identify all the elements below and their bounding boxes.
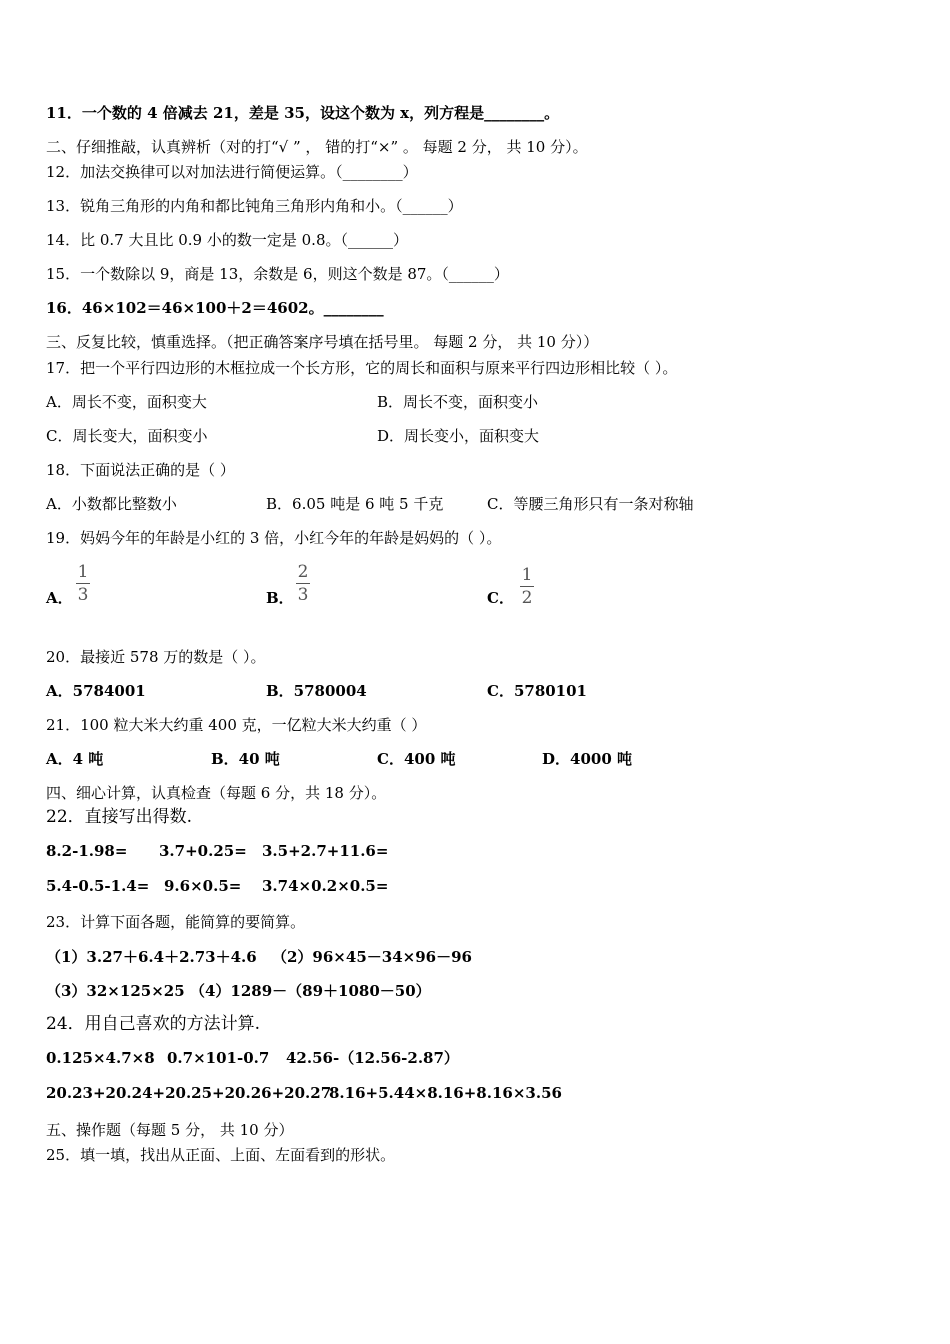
question-17-option-c: C．周长变大，面积变小	[46, 427, 208, 445]
fraction-denominator: 2	[521, 588, 533, 608]
question-14: 14．比 0.7 大且比 0.9 小的数一定是 0.8。（______）	[46, 231, 408, 249]
question-24-stem: 24．用自己喜欢的方法计算.	[46, 1014, 261, 1034]
question-21-option-d: D．4000 吨	[542, 750, 632, 768]
question-19-stem: 19．妈妈今年的年龄是小红的 3 倍，小红今年的年龄是妈妈的（ ）。	[46, 529, 502, 547]
fraction-denominator: 3	[297, 585, 309, 605]
question-19-option-a-label: A．	[46, 589, 73, 607]
question-19-option-c-fraction	[520, 566, 534, 607]
question-23-part-2: （2）96×45－34×96－96	[272, 948, 472, 966]
question-20-option-b: B．5780004	[266, 682, 367, 700]
question-22-item: 3.5+2.7+11.6=	[262, 842, 389, 860]
question-22-stem: 22．直接写出得数.	[46, 807, 193, 827]
question-23-part-1: （1）3.27＋6.4＋2.73＋4.6	[46, 948, 257, 966]
section-4-heading: 四、细心计算，认真检查（每题 6 分，共 18 分）。	[46, 784, 387, 802]
question-20-option-a: A．5784001	[46, 682, 146, 700]
question-18-option-b: B．6.05 吨是 6 吨 5 千克	[266, 495, 444, 513]
question-22-item: 3.74×0.2×0.5=	[262, 877, 389, 895]
fraction-denominator: 3	[77, 585, 89, 605]
question-21-stem: 21．100 粒大米大约重 400 克，一亿粒大米大约重（ ）	[46, 716, 427, 734]
question-17-stem: 17．把一个平行四边形的木框拉成一个长方形，它的周长和面积与原来平行四边形相比较（ ）。	[46, 359, 678, 377]
section-5-heading: 五、操作题（每题 5 分， 共 10 分）	[46, 1121, 294, 1139]
question-23-stem: 23．计算下面各题，能简算的要简算。	[46, 913, 306, 931]
question-24-item: 0.7×101-0.7	[167, 1049, 270, 1067]
question-22-item: 9.6×0.5=	[164, 877, 242, 895]
question-19-option-a-fraction	[76, 563, 90, 604]
question-22-item: 3.7+0.25=	[159, 842, 247, 860]
question-21-option-c: C．400 吨	[377, 750, 456, 768]
question-24-item: 42.56-（12.56-2.87）	[286, 1049, 459, 1067]
question-11: 11．一个数的 4 倍减去 21，差是 35，设这个数为 x，列方程是________。	[46, 104, 560, 122]
question-16: 16．46×102＝46×100＋2＝4602。________	[46, 299, 384, 317]
question-17-option-a: A．周长不变，面积变大	[46, 393, 207, 411]
question-17-option-d: D．周长变小，面积变大	[377, 427, 540, 445]
fraction-numerator: 2	[297, 562, 309, 582]
question-24-item: 20.23+20.24+20.25+20.26+20.27	[46, 1084, 332, 1102]
question-20-stem: 20．最接近 578 万的数是（ ）。	[46, 648, 266, 666]
fraction-numerator: 1	[77, 562, 89, 582]
question-17-option-b: B．周长不变，面积变小	[377, 393, 539, 411]
question-12: 12．加法交换律可以对加法进行简便运算。（________）	[46, 163, 418, 181]
question-18-option-a: A．小数都比整数小	[46, 495, 177, 513]
question-23-part-4: （4）1289－（89＋1080－50）	[190, 982, 431, 1000]
fraction-numerator: 1	[521, 565, 533, 585]
question-19-option-b-fraction	[296, 563, 310, 604]
question-15: 15．一个数除以 9，商是 13，余数是 6，则这个数是 87。（______）	[46, 265, 509, 283]
question-20-option-c: C．5780101	[487, 682, 587, 700]
question-24-item: 0.125×4.7×8	[46, 1049, 155, 1067]
question-22-item: 5.4-0.5-1.4=	[46, 877, 150, 895]
question-19-option-c-label: C．	[487, 589, 514, 607]
question-23-part-3: （3）32×125×25	[46, 982, 185, 1000]
question-21-option-b: B．40 吨	[211, 750, 280, 768]
question-24-item: 8.16+5.44×8.16+8.16×3.56	[329, 1084, 562, 1102]
question-22-item: 8.2-1.98=	[46, 842, 128, 860]
question-18-stem: 18．下面说法正确的是（ ）	[46, 461, 235, 479]
section-3-heading: 三、反复比较，慎重选择。（把正确答案序号填在括号里。 每题 2 分， 共 10 分））	[46, 333, 599, 351]
question-25: 25．填一填，找出从正面、上面、左面看到的形状。	[46, 1146, 396, 1164]
section-2-heading: 二、仔细推敲，认真辨析（对的打“√ ” ， 错的打“×” 。 每题 2 分， 共 10 分）。	[46, 138, 588, 156]
question-13: 13．锐角三角形的内角和都比钝角三角形内角和小。（______）	[46, 197, 463, 215]
question-18-option-c: C．等腰三角形只有一条对称轴	[487, 495, 694, 513]
question-21-option-a: A．4 吨	[46, 750, 104, 768]
question-19-option-b-label: B．	[266, 589, 294, 607]
